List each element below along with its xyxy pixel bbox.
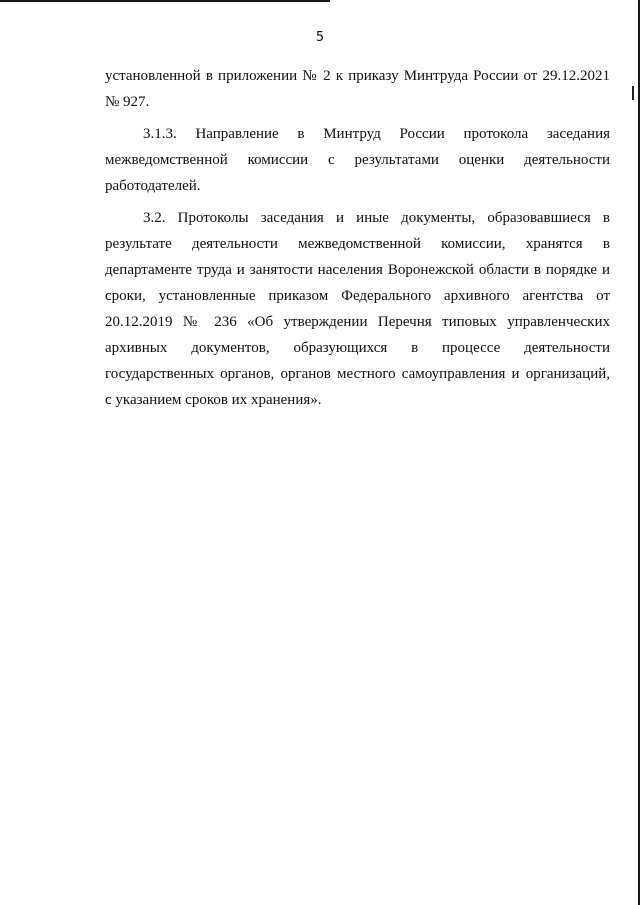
page-number: 5: [315, 30, 325, 45]
text-line: сроки, установленные приказом Федерального архивного агентства от: [105, 288, 610, 304]
paragraph-3-1-3: [105, 121, 610, 199]
text-line: 20.12.2019 № 236 «Об утверждении Перечня типовых управленческих: [105, 314, 610, 330]
text-line: 3.2. Протоколы заседания и иные документы, образовавшиеся в: [143, 210, 610, 226]
text-line: с указанием сроков их хранения».: [105, 392, 322, 408]
text-line: архивных документов, образующихся в процессе деятельности: [105, 340, 610, 356]
text-line: работодателей.: [105, 178, 201, 194]
text-line: результате деятельности межведомственной комиссии, хранятся в: [105, 236, 610, 252]
scan-border-top: [0, 0, 330, 2]
text-line: установленной в приложении № 2 к приказу Минтруда России от 29.12.2021: [105, 68, 610, 84]
text-line: № 927.: [105, 94, 150, 110]
text-line: государственных органов, органов местного самоуправления и организаций,: [105, 366, 610, 382]
document-body: [105, 63, 610, 413]
paragraph-3-2: [105, 205, 610, 413]
paragraph-continuation: [105, 63, 610, 115]
text-line: департаменте труда и занятости населения Воронежской области в порядке и: [105, 262, 610, 278]
text-line: 3.1.3. Направление в Минтруд России протокола заседания: [143, 126, 610, 142]
scan-artifact-mark: [632, 86, 634, 100]
text-line: межведомственной комиссии с результатами оценки деятельности: [105, 152, 610, 168]
